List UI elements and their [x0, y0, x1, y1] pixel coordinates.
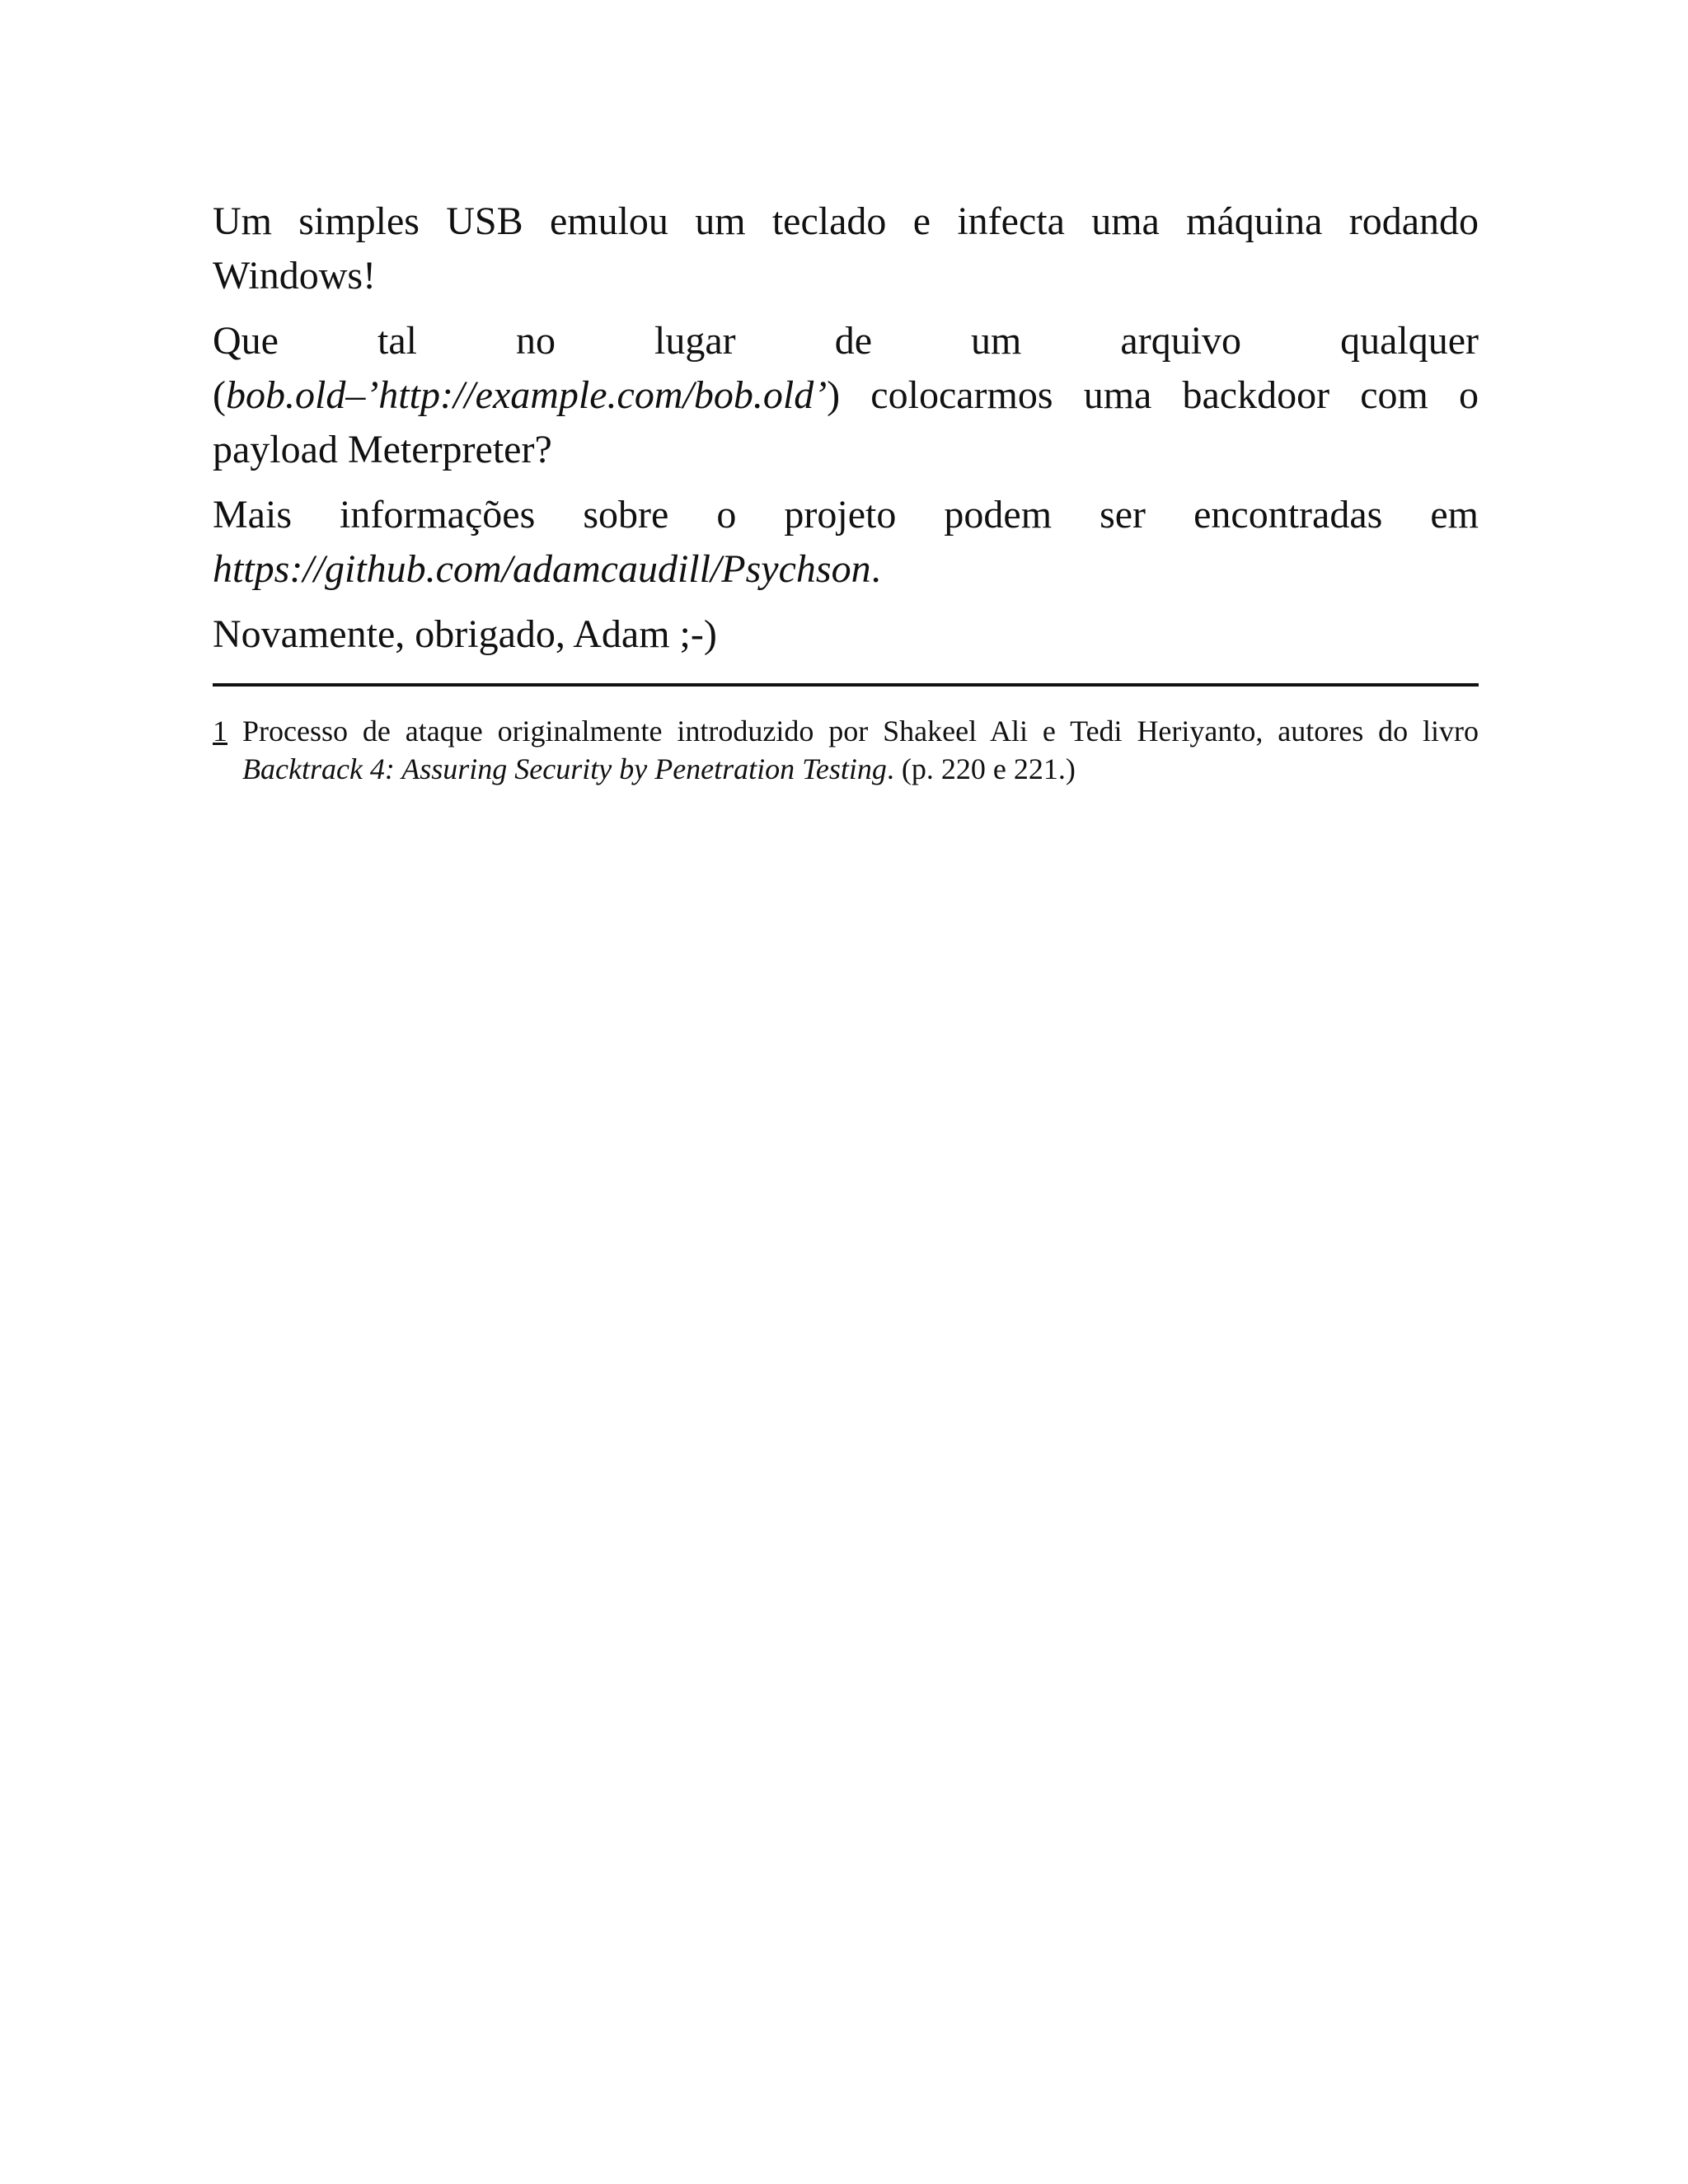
- paragraph-text-end: .: [870, 547, 881, 591]
- footnote-number[interactable]: 1: [213, 715, 227, 748]
- paragraph-text: Novamente, obrigado, Adam ;-): [213, 612, 717, 656]
- paragraph-text-start: Que tal no lugar de um arquivo qualquer (: [213, 319, 1479, 417]
- paragraph-project-info: [213, 488, 1479, 597]
- footnote-1: [213, 712, 1479, 788]
- paragraph-text-end: ) colocarmos uma backdoor com o payload Meterpreter?: [213, 373, 1479, 471]
- footnote-text-end: . (p. 220 e 221.): [886, 752, 1076, 785]
- github-link[interactable]: https://github.com/adamcaudill/Psychson: [213, 547, 871, 591]
- paragraph-thanks: [213, 607, 1479, 662]
- footnote-separator: [213, 683, 1479, 687]
- file-url-italic: bob.old–’http://example.com/bob.old’: [225, 373, 828, 417]
- paragraph-usb-keyboard: [213, 194, 1479, 303]
- footnotes: [213, 712, 1479, 788]
- body-text: [213, 194, 1479, 673]
- book-title-italic: Backtrack 4: Assuring Security by Penetration Testing: [242, 752, 887, 785]
- paragraph-backdoor-question: [213, 314, 1479, 477]
- footnote-text-start: Processo de ataque originalmente introduzido por Shakeel Ali e Tedi Heriyanto, autores do livro: [242, 715, 1479, 748]
- paragraph-text: Um simples USB emulou um teclado e infecta uma máquina rodando Windows!: [213, 199, 1479, 298]
- paragraph-text-start: Mais informações sobre o projeto podem ser encontradas em: [213, 493, 1479, 537]
